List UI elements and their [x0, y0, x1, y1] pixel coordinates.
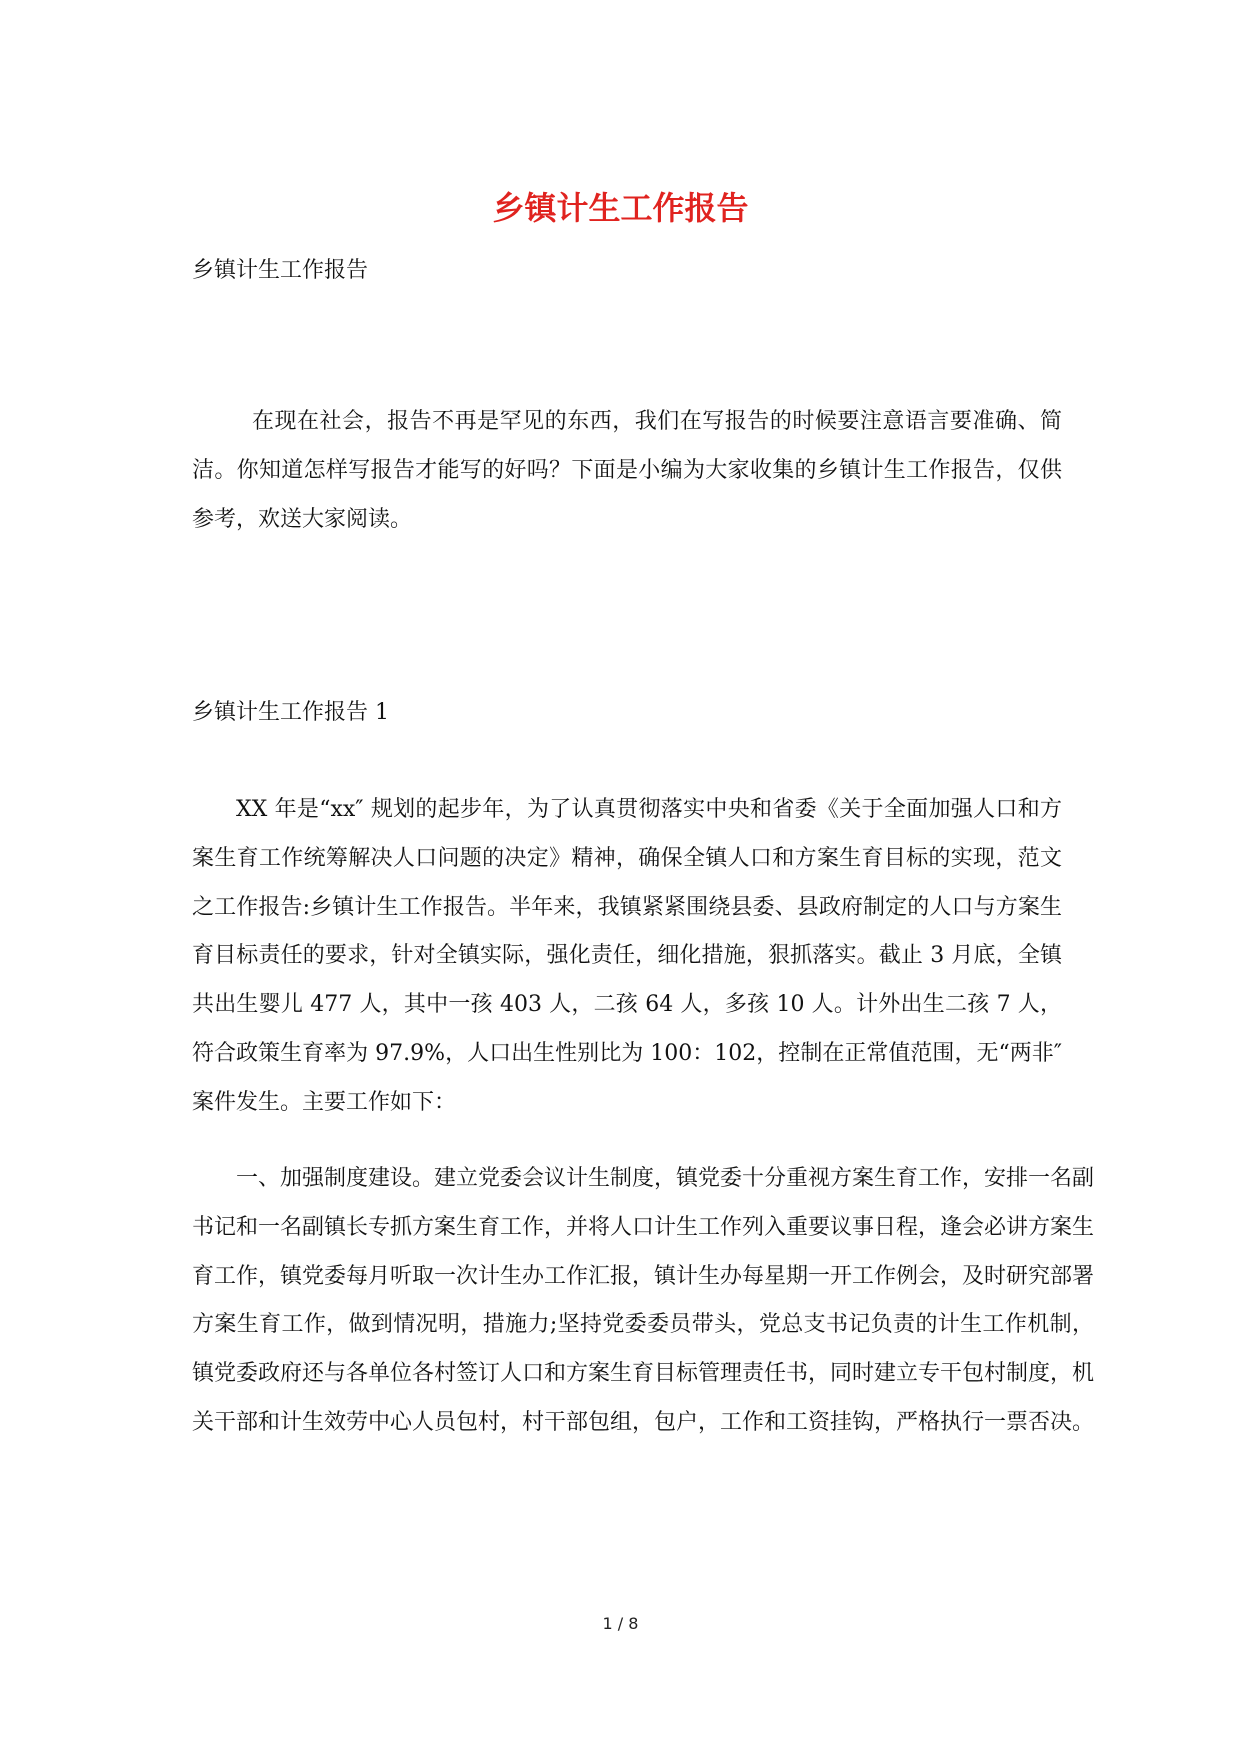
- document-title: 乡镇计生工作报告: [492, 189, 749, 227]
- page-number: 1 / 8: [602, 1614, 639, 1633]
- section-title: 乡镇计生工作报告 1: [192, 700, 389, 725]
- body-paragraph: 一、加强制度建设。建立党委会议计生制度，镇党委十分重视方案生育工作，安排一名副书记和一名副镇长专抓方案生育工作，并将人口计生工作列入重要议事日程，逢会必讲方案生育工作，镇党委每月听取一次计生办工作汇报，镇计生办每星期一开工作例会，及时研究部署方案生育工作，做到情况明，措施力;坚持党委委员带头，党总支书记负责的计生工作机制，镇党委政府还与各单位各村签订人口和方案生育目标管理责任书，同时建立专干包村制度，机关干部和计生效劳中心人员包村，村干部包组，包户，工作和工资挂钩，严格执行一票否决。: [192, 1166, 1095, 1435]
- document-subtitle: 乡镇计生工作报告: [192, 258, 369, 283]
- intro-paragraph: 在现在社会，报告不再是罕见的东西，我们在写报告的时候要注意语言要准确、简洁。你知道怎样写报告才能写的好吗？下面是小编为大家收集的乡镇计生工作报告，仅供参考，欢送大家阅读。: [192, 409, 1062, 532]
- body-paragraph: XX 年是“xx″ 规划的起步年，为了认真贯彻落实中央和省委《关于全面加强人口和方案生育工作统筹解决人口问题的决定》精神，确保全镇人口和方案生育目标的实现，范文之工作报告:乡镇计生工作报告。半年来，我镇紧紧围绕县委、县政府制定的人口与方案生育目标责任的要求，针对全镇实际，强化责任，细化措施，狠抓落实。截止 3 月底，全镇共出生婴儿 477 人，其中一孩 403 人，二孩 64 人，多孩 10 人。计外出生二孩 7 人，符合政策生育率为 97.9%，人口出生性别比为 100：102，控制在正常值范围，无“两非″ 案件发生。主要工作如下：: [192, 797, 1062, 1115]
